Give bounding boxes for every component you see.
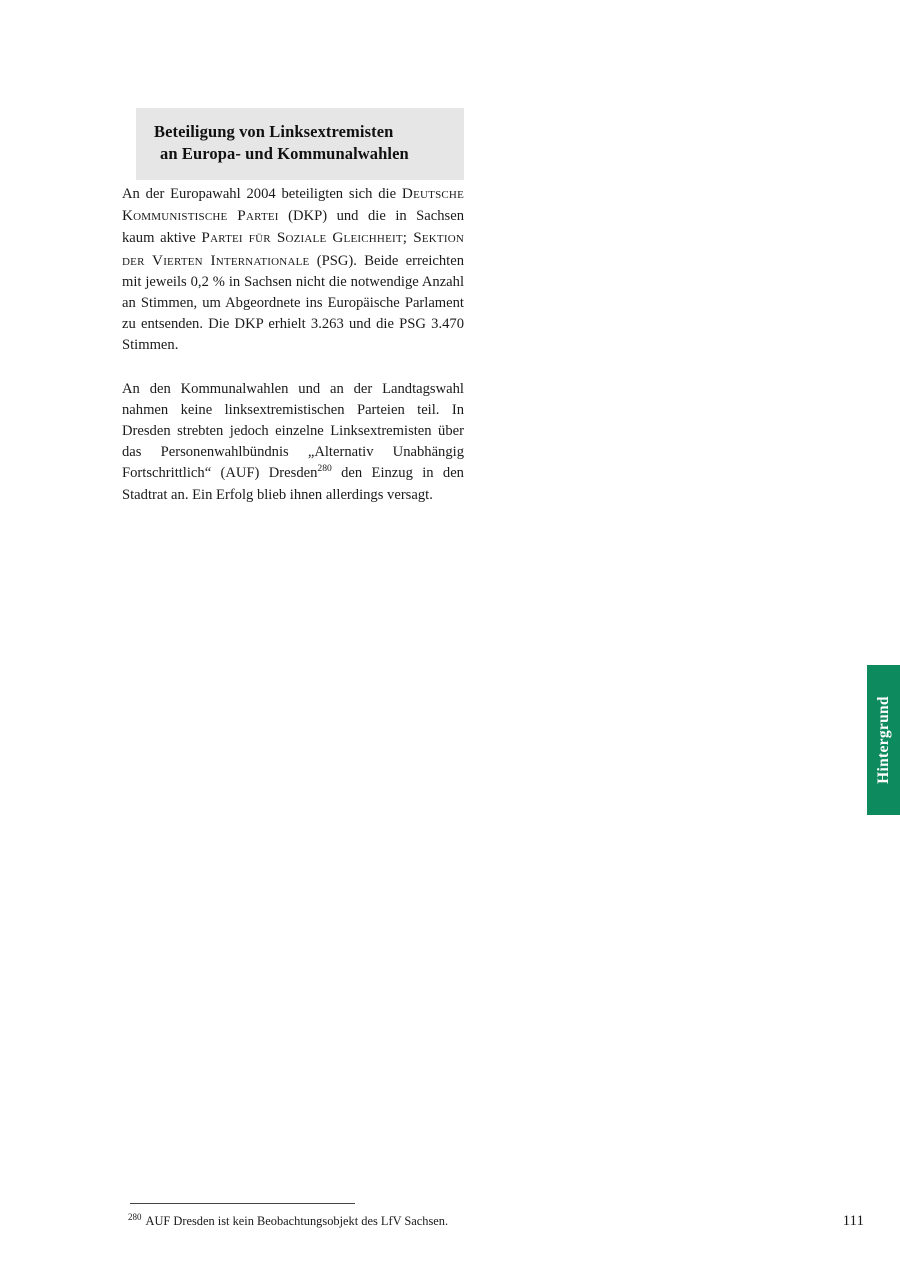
footnote-text: AUF Dresden ist kein Beobachtungsobjekt des LfV Sachsen. (145, 1214, 449, 1228)
paragraph-1 (122, 183, 464, 357)
section-heading-line-1: Beteiligung von Linksextremisten (154, 122, 394, 141)
body-text-column (122, 183, 464, 506)
paragraph-1-smallcaps-2: Partei für Soziale Gleichheit; Sektion der Vierten Internationale (122, 229, 464, 269)
paragraph-2-segment-1: An den Kommunalwahlen und an der Landtagswahl nahmen keine linksextremistischen Parteien teil. In Dresden strebten jedoch einzelne Linksextremisten über das Personenwahlbündnis „Alternativ Unabhängig Fortschrittlich“ (AUF) Dresden (122, 380, 464, 482)
paragraph-1-smallcaps-1: Deutsche Kommunistische Partei (122, 185, 464, 225)
paragraph-1-segment-1: An der Europawahl 2004 beteiligten sich die (122, 186, 402, 202)
paragraph-1-segment-2: (DKP) und die in Sachsen kaum aktive (122, 208, 464, 247)
section-side-tab (867, 665, 900, 815)
footnote-separator-rule (130, 1203, 355, 1204)
paragraph-2 (122, 379, 464, 506)
paragraph-1-segment-3: (PSG). Beide erreichten mit jeweils 0,2 % in Sachsen nicht die notwendige Anzahl an Stimmen, um Abgeordnete ins Europäische Parlament zu entsenden. Die DKP erhielt 3.263 und die PSG 3.470 Stimmen. (122, 252, 464, 354)
section-heading-line-2: an Europa- und Kommunalwahlen (160, 144, 409, 163)
page-number: 111 (842, 1213, 864, 1229)
section-heading-box (136, 108, 464, 180)
footnote (128, 1213, 558, 1229)
paragraph-2-segment-2: den Einzug in den Stadtrat an. Ein Erfolg blieb ihnen allerdings versagt. (122, 465, 464, 503)
section-side-tab-label: Hintergrund (874, 696, 892, 784)
footnote-marker: 280 (128, 1211, 142, 1222)
footnote-reference-marker[interactable]: 280 (317, 463, 332, 475)
